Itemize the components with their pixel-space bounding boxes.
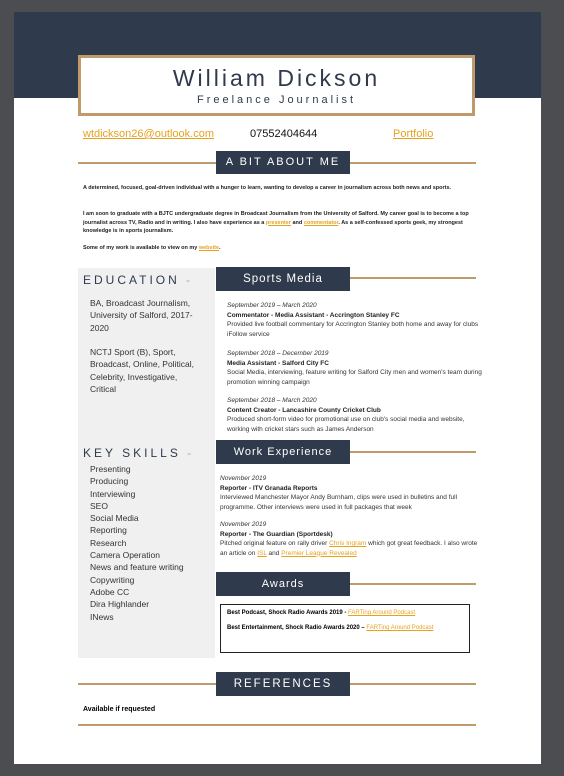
divider: [78, 724, 476, 726]
entry-role: Content Creator - Lancashire County Cricket Club: [227, 406, 381, 414]
about-paragraph-2: [83, 210, 483, 236]
skill-item: Social Media: [90, 513, 139, 524]
entry-text: and: [266, 549, 282, 557]
entry-role: Reporter - The Guardian (Sportdesk): [220, 530, 333, 538]
divider: [350, 162, 476, 164]
work-entry: [220, 474, 480, 512]
award-podcast-link[interactable]: FARTing Around Podcast: [366, 625, 434, 631]
premier-league-link[interactable]: Premier League Revealed: [281, 549, 357, 557]
commentator-link[interactable]: commentator: [303, 219, 339, 226]
references-note: Available if requested: [83, 706, 156, 713]
entry-description: Provided live football commentary for Accrington Stanley both home and away for clubs iFollow service: [227, 321, 479, 338]
award-title: Best Podcast, Shock Radio Awards 2019 -: [227, 610, 349, 616]
presenter-link[interactable]: presenter: [265, 219, 291, 226]
skill-item: Reporting: [90, 525, 127, 536]
divider: [350, 583, 476, 585]
skill-item: News and feature writing: [90, 562, 184, 573]
entry-description: Social Media, interviewing, feature writing for Salford City men and women's team during promotion winning campaign: [227, 369, 482, 386]
isl-link[interactable]: ISL: [257, 549, 267, 557]
sports-entry: [227, 301, 487, 339]
website-link[interactable]: website: [198, 245, 220, 251]
entry-date: September 2018 – March 2020: [227, 397, 317, 404]
award-podcast-link[interactable]: FARTing Around Podcast: [348, 610, 416, 616]
skill-item: Research: [90, 537, 127, 548]
divider: [350, 683, 476, 685]
about-heading: A BIT ABOUT ME: [216, 151, 350, 174]
name-box: [78, 55, 475, 116]
skill-item: Producing: [90, 476, 129, 487]
skill-item: Copywriting: [90, 574, 135, 585]
award-item: [227, 609, 463, 617]
award-title: Best Entertainment, Shock Radio Awards 2020 –: [227, 625, 367, 631]
about-paragraph-3: [83, 244, 483, 253]
about-text: and: [290, 219, 304, 226]
entry-date: November 2019: [220, 521, 267, 528]
education-degree: BA, Broadcast Journalism, University of Salford, 2017-2020: [90, 298, 193, 333]
phone-number: 07552404644: [250, 128, 318, 140]
divider: [78, 162, 216, 164]
work-entry: [220, 520, 480, 558]
skill-item: SEO: [90, 500, 108, 511]
skill-item: Adobe CC: [90, 586, 130, 597]
email-link[interactable]: wtdickson26@outlook.com: [83, 128, 215, 140]
skill-item: Dira Highlander: [90, 599, 150, 610]
about-paragraph-1: A determined, focused, goal-driven individual with a hunger to learn, wanting to develop a career in journalism across both news and sports.: [83, 185, 452, 191]
sports-media-heading: Sports Media: [216, 267, 350, 291]
about-text: . As a self-confessed sports geek, my strongest knowledge is in sports journalism.: [83, 219, 463, 234]
about-text: I am soon to graduate with a BJTC undergraduate degree in Broadcast Journalism from the University of Salford. My career goal is to become a top journalist across TV, Radio and in writing. I also have experience as a: [83, 211, 469, 226]
skill-item: INews: [90, 611, 114, 622]
entry-date: September 2019 – March 2020: [227, 302, 317, 309]
entry-description: Interviewed Manchester Mayor Andy Burnham, clips were used in bulletins and full programme. Other interviews were used in full packages that week: [220, 494, 458, 511]
skill-item: Camera Operation: [90, 550, 160, 561]
entry-role: Commentator - Media Assistant - Accrington Stanley FC: [227, 311, 400, 319]
education-heading: EDUCATION -: [83, 273, 194, 287]
about-text: .: [219, 245, 221, 251]
divider: [350, 451, 476, 453]
person-name: William Dickson: [172, 65, 381, 91]
award-item: [227, 624, 463, 632]
skills-title: KEY SKILLS: [83, 446, 181, 460]
entry-description: [220, 539, 480, 558]
sports-entry: [227, 349, 487, 387]
resume-page: [14, 12, 541, 764]
entry-date: September 2018 – December 2019: [227, 350, 329, 357]
entry-role: Media Assistant - Salford City FC: [227, 359, 329, 367]
awards-box: [220, 604, 470, 653]
entry-description: Produced short-form video for promotional use on club's social media and website, working with cricket stars such as James Anderson: [227, 416, 465, 433]
entry-text: Pitched original feature on rally driver: [220, 540, 330, 547]
work-experience-heading: Work Experience: [216, 440, 350, 464]
entry-role: Reporter - ITV Granada Reports: [220, 484, 318, 492]
awards-heading: Awards: [216, 572, 350, 596]
skills-list: [90, 463, 184, 623]
entry-date: November 2019: [220, 475, 267, 482]
education-nctj: NCTJ Sport (B), Sport, Broadcast, Online, Political, Celebrity, Investigative, Critical: [90, 347, 194, 394]
about-text: Some of my work is available to view on my: [83, 245, 199, 251]
skills-heading: KEY SKILLS -: [83, 446, 195, 460]
divider: [78, 683, 216, 685]
entry-text: which got great feedback. I also wrote an article on: [220, 540, 478, 557]
divider: [350, 277, 476, 279]
portfolio-link[interactable]: Portfolio: [393, 128, 434, 140]
skill-item: Presenting: [90, 464, 131, 474]
references-heading: REFERENCES: [216, 672, 350, 696]
education-title: EDUCATION: [83, 273, 180, 287]
sports-entry: [227, 396, 487, 434]
job-tagline: Freelance Journalist: [196, 94, 357, 106]
chris-ingram-link[interactable]: Chris Ingram: [329, 540, 367, 547]
skill-item: Interviewing: [90, 488, 136, 499]
